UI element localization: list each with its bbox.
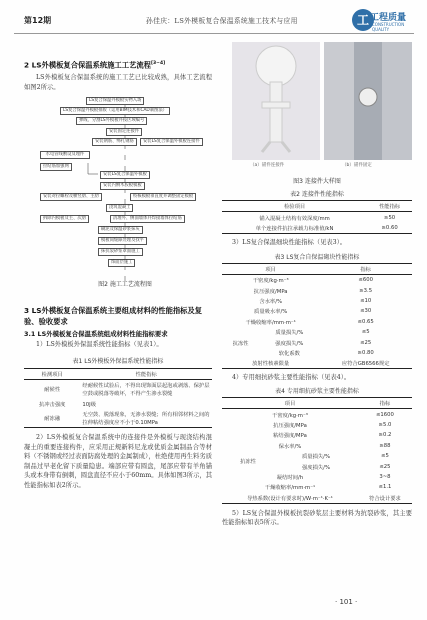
table-cell: 干密度/kg·m⁻³ [252, 278, 289, 285]
section-2-title: 2 LS外模板复合保温系统施工工艺流程 [24, 60, 151, 70]
table-cell: 无空鼓、脱落现象，无渗水裂缝；所有相邻材料之间的拉伸粘结强度应不小于0.10MPa [80, 409, 212, 428]
table-cell: ≥0.80 [357, 349, 374, 356]
flow-step-5: 安装钢筋、绑扎钢筋 [92, 138, 137, 146]
table-row [24, 409, 212, 428]
table-cell: 干燥收缩率/mm·m⁻¹ [245, 319, 296, 326]
logo-glyph: 工 [352, 9, 374, 31]
table-cell: 经耐候性试验后，不得出现饰面层起泡或剥落、保护层空鼓或脱落等破坏，不得产生渗水裂缝 [82, 383, 210, 398]
table-cell: ≤1.1 [378, 484, 392, 491]
table-cell: 强度损失/% [275, 340, 304, 347]
table-row [222, 420, 412, 430]
running-title: 孙佳庆：LS外模板复合保温系统施工技术与应用 [146, 17, 298, 25]
item-2-paragraph: 2）LS外模板复合保温系统中的连接件是外模板与现浇结构混凝土的重要连接构件，应采用正规新料尼龙或优质金属制品合等材料（不锈钢或经过表面防腐处理的金属制成），杜绝使用再生料劣质制品过早老化留下质量隐患。端部应带有圆盘，尾部应带有羊角锚头或本身带有倒刺，圆盘直径不应小于60mm。具体如图3所示，其性能指标如表2所示。 [24, 434, 212, 490]
table-cell: ≤1600 [375, 411, 394, 418]
table-row [222, 275, 412, 286]
left-column-lower [24, 305, 212, 491]
item-4: 4）专用细抗砂浆主要性能指标（见表4）。 [232, 374, 351, 382]
table-row [222, 472, 412, 482]
table-4-header: 项目 [222, 398, 358, 409]
table-4-caption: 表4 专用细抗砂浆主要性能指标 [275, 388, 359, 396]
photo-anchor-fixed [324, 42, 412, 160]
item-1: 1）LS外模板外保温系统性能指标（见表1）。 [36, 341, 163, 348]
table-row [24, 398, 212, 408]
figure-3-caption: 图3 连接件大样图 [293, 178, 341, 185]
table-row [24, 379, 212, 398]
table-cell: 保水率/% [278, 443, 302, 450]
table-row [222, 358, 412, 369]
table-cell: 凝结时间/h [276, 474, 304, 481]
table-cell: 应符合GB6566规定 [319, 358, 412, 369]
running-header [14, 10, 414, 34]
table-cell: ≥5.0 [378, 422, 392, 428]
table-2-caption: 表2 连接件性能指标 [290, 191, 344, 198]
table-cell: ≤0.65 [357, 318, 374, 325]
table-2 [222, 200, 412, 234]
flow-step-15: 清理外、侧面墙体并焊接墙体拉结筋 [110, 215, 185, 223]
table-1-header: 检测项目 [24, 368, 80, 379]
left-column [24, 42, 212, 93]
flow-step-16: 刷泥及保温砂浆抹灰 [98, 226, 143, 234]
fig3-sub-b: （b）锚件固定 [342, 163, 372, 168]
table-cell: 软化系数 [278, 350, 300, 357]
table-cell: 耐候性 [44, 387, 61, 394]
section-2-paragraph: LS外模板复合保温系统的施工工艺已比较成熟，具体工艺流程如图2所示。 [24, 74, 212, 92]
flow-step-17: 模板间缝隙处理及找平 [98, 237, 147, 245]
table-3 [222, 263, 412, 370]
flow-step-6: 安装LS复合保温外模板连接件 [140, 138, 203, 146]
issue-number: 第12期 [24, 16, 52, 25]
table-row [222, 430, 412, 440]
process-flowchart [40, 97, 210, 297]
table-cell: 3~8 [379, 473, 391, 480]
table-1 [24, 368, 212, 429]
table-cell: 10J级 [82, 401, 96, 408]
table-cell: 放射性核素限量 [222, 358, 319, 369]
table-4-header: 指标 [358, 398, 412, 409]
table-cell: 质量吸水率/% [254, 309, 288, 316]
table-cell: 含水率/% [259, 299, 283, 306]
table-2-header: 检验项目 [222, 201, 367, 212]
flow-step-7: 水电管线敷设及埋件 [40, 151, 90, 159]
journal-logo [352, 8, 410, 32]
table-cell: 抗冲击强度 [38, 401, 66, 408]
table-cell: 质量损失/% [301, 454, 330, 461]
table-row [222, 492, 412, 503]
table-cell: 锚入混凝土结构有效深度/mm [259, 215, 330, 222]
section-3-1-heading: 3.1 LS外模板复合保温系统组成材料性能指标要求 [24, 330, 168, 338]
table-cell: 干燥收缩率/mm·m⁻¹ [264, 485, 316, 492]
figure-2-caption: 图2 施工工艺流程图 [98, 281, 152, 288]
flow-step-2: LS复合保温外模板排版（运用BIM技术和CAD制图法） [60, 107, 170, 115]
table-1-header: 性能指标 [80, 368, 212, 379]
table-cell: ≤30 [360, 308, 372, 315]
table-row [222, 451, 412, 461]
table-cell: ≤25 [379, 463, 391, 470]
table-cell: ≤25 [360, 339, 372, 346]
flow-step-9: 安装LS复合保温外模板 [100, 171, 150, 179]
table-row [222, 317, 412, 327]
table-cell: 导热系数(设计有要求时)/W·m⁻¹·K⁻¹ [222, 492, 358, 503]
figure-3-photos [232, 42, 412, 170]
table-group-cell: 抗冻性 [240, 459, 256, 466]
table-cell: ≤5 [381, 453, 389, 460]
section-2-heading [24, 58, 212, 70]
table-cell: ≥50 [384, 214, 396, 221]
flow-step-13: 浇筑混凝土 [106, 204, 133, 212]
table-cell: ≤5 [361, 329, 370, 336]
right-column [222, 176, 412, 528]
fig3-sub-a: （a）锚件连接件 [250, 163, 285, 168]
flow-step-1: LS复合保温外模板实物入场 [86, 97, 144, 105]
section-2-ref: [3~4] [150, 61, 166, 66]
table-cell: 单个连接件抗拉承载力标准值/kN [222, 223, 367, 234]
item-3: 3）LS复合保温细块性能指标（见表3）。 [232, 239, 347, 247]
table-cell: 耐冻融 [24, 409, 80, 428]
logo-subtext: CONSTRUCTION QUALITY [372, 22, 405, 32]
table-cell: 抗压强度/MPa [273, 423, 307, 429]
table-group-cell: 抗冻性 [232, 340, 249, 347]
table-cell: ≥3.5 [359, 287, 373, 294]
table-row [222, 223, 412, 234]
table-row [222, 441, 412, 451]
page-number: · 101 · [335, 598, 358, 606]
flow-step-3: 弹线、分割LS外模板并按区域编号 [76, 117, 147, 125]
table-cell: ≥0.2 [378, 432, 392, 439]
table-cell: 符合设计要求 [358, 492, 412, 503]
table-cell: 粘结强度/MPa [273, 433, 307, 440]
table-row [222, 409, 412, 420]
table-row [222, 482, 412, 492]
table-cell: ≥88 [379, 442, 391, 449]
table-row [222, 212, 412, 223]
table-3-caption: 表3 LS复合自保温砌块性能指标 [274, 253, 360, 261]
table-cell: ≤10 [360, 298, 372, 305]
table-cell: 干密度/kg·m⁻³ [272, 412, 308, 419]
table-cell: 强度损失/% [301, 464, 330, 471]
flow-step-12: 校核模板垂直度并调整固定模板 [130, 193, 196, 201]
table-cell: ≥0.60 [367, 223, 412, 234]
table-row [222, 296, 412, 306]
table-row [222, 306, 412, 316]
table-4 [222, 397, 412, 504]
flow-step-8: 拉结筋加强网 [40, 163, 72, 171]
table-cell: 抗压强度/MPa [253, 288, 288, 295]
table-1-caption: 表1 LS外模板外保温系统性能指标 [72, 357, 164, 365]
photo-anchor-connector [232, 42, 320, 160]
flow-step-11: 安装对拉螺栓及横竖肋、主肋 [40, 193, 102, 201]
table-row [222, 327, 412, 337]
anchor-connector-drawing [232, 42, 320, 160]
flow-step-14: 拆除内模板及主、次肋 [40, 215, 89, 223]
table-cell: ≤600 [358, 277, 373, 284]
table-cell: 质量损失/% [275, 330, 304, 337]
item-5: 5）LS复合保温外模板抗裂砂浆层主要材料为抗裂砂浆，其主要性能指标如表5所示。 [222, 509, 412, 527]
anchor-fixed-drawing [324, 42, 412, 160]
flow-step-19: 饰面层施工 [108, 259, 135, 267]
table-row [222, 285, 412, 295]
logo-text: 工程质量 [370, 13, 407, 23]
table-3-header: 项目 [222, 263, 319, 274]
flow-step-18: 抹抗裂砂浆罩面施工 [98, 248, 143, 256]
table-3-header: 指标 [319, 263, 412, 274]
flow-step-4: 安装固定连接件 [106, 128, 142, 136]
flow-step-10: 安装内侧木胶板模板 [100, 182, 145, 190]
section-3-heading: 3 LS外模板复合保温系统主要组成材料的性能指标及复验、验收要求 [24, 306, 203, 326]
table-2-header: 性能指标 [367, 201, 412, 212]
